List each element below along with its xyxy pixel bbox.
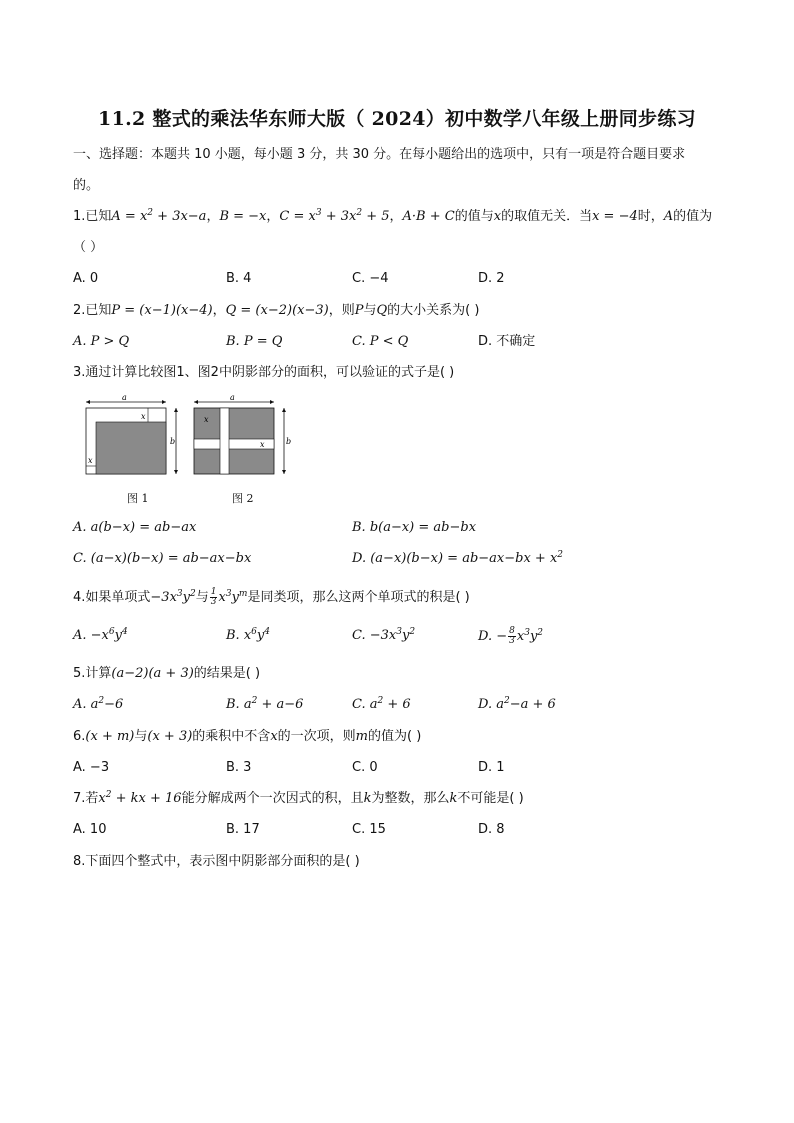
q1-stem bbox=[73, 208, 712, 226]
q1-var: x bbox=[493, 209, 502, 224]
fig1-label-a: a bbox=[122, 393, 127, 402]
q1-text: ， bbox=[389, 209, 403, 224]
q1-text: ， bbox=[266, 209, 280, 224]
q1-option-c[interactable]: C. −4 bbox=[352, 271, 389, 286]
q4-fraction bbox=[210, 588, 218, 607]
fig1-arrow bbox=[162, 400, 166, 404]
q7-text: 不可能是( ) bbox=[457, 791, 524, 806]
q2-option-b[interactable]: B. P = Q bbox=[226, 334, 283, 349]
page-title: 11.2 整式的乘法华东师大版（ 2024）初中数学八年级上册同步练习 bbox=[98, 108, 696, 130]
fig1-shaded-rect bbox=[96, 422, 166, 474]
q1-stem-line2: （ ） bbox=[73, 240, 104, 255]
q6-option-d[interactable]: D. 1 bbox=[478, 760, 505, 775]
q1-option-b[interactable]: B. 4 bbox=[226, 271, 252, 286]
q4-expr-2: $x^3y^m$ bbox=[218, 589, 248, 605]
q7-text: 7.若 bbox=[73, 791, 99, 806]
fig2-arrow bbox=[282, 408, 286, 412]
q1-expr-a: $A = x^2 + 3x-a$ bbox=[111, 208, 207, 224]
q4-expr-1: $-3x^3y^2$ bbox=[150, 589, 196, 605]
q1-text: 的取值无关．当 bbox=[501, 209, 593, 224]
q2-var: Q bbox=[376, 303, 388, 318]
q2-text: 的大小关系为( ) bbox=[387, 303, 480, 318]
q1-expr-x: x = −4 bbox=[592, 209, 638, 224]
q2-text: 与 bbox=[363, 303, 377, 318]
q7-var: k bbox=[363, 791, 372, 806]
fraction-numerator: 8 bbox=[509, 626, 515, 636]
q7-text: 能分解成两个一次因式的积，且 bbox=[181, 791, 364, 806]
q1-expr-b: B = −x bbox=[219, 209, 267, 224]
q7-stem bbox=[73, 790, 524, 808]
q1-var: A bbox=[663, 209, 674, 224]
q6-option-a[interactable]: A. −3 bbox=[73, 760, 110, 775]
q5-expr: (a−2)(a + 3) bbox=[111, 666, 194, 681]
q6-expr-2: (x + 3) bbox=[147, 729, 193, 744]
q6-option-b[interactable]: B. 3 bbox=[226, 760, 252, 775]
q2-option-c[interactable]: C. P < Q bbox=[352, 334, 409, 349]
q2-expr-q: Q = (x−2)(x−3) bbox=[225, 303, 329, 318]
q6-text: 的值为( ) bbox=[368, 729, 422, 744]
fig1-arrow bbox=[174, 408, 178, 412]
q4-option-d-fraction bbox=[508, 627, 516, 646]
q5-option-b[interactable]: B. $a^2 + a-6$ bbox=[226, 696, 304, 712]
fig2-label-x: x bbox=[260, 440, 265, 449]
q2-stem bbox=[73, 302, 479, 320]
q5-stem bbox=[73, 665, 260, 683]
q4-option-b[interactable]: B. $x^6y^4$ bbox=[226, 627, 270, 643]
q1-text: 的值为 bbox=[673, 209, 713, 224]
fraction-numerator: 1 bbox=[210, 587, 217, 597]
q6-stem bbox=[73, 728, 421, 746]
q8-stem: 8.下面四个整式中，表示图中阴影部分面积的是( ) bbox=[73, 854, 360, 869]
q1-expr-abc: A·B + C bbox=[402, 209, 455, 224]
fig1-arrow bbox=[174, 470, 178, 474]
q6-text: 的乘积中不含 bbox=[192, 729, 271, 744]
q4-option-d-sign: D. − bbox=[478, 629, 508, 644]
q6-expr-1: (x + m) bbox=[85, 729, 135, 744]
q3-stem: 3.通过计算比较图1、图2中阴影部分的面积，可以验证的式子是( ) bbox=[73, 365, 455, 380]
q6-var: m bbox=[355, 729, 368, 744]
q5-text: 5.计算 bbox=[73, 666, 112, 681]
q4-text: 与 bbox=[195, 590, 209, 605]
q1-text: 1.已知 bbox=[73, 209, 112, 224]
q5-option-c[interactable]: C. $a^2 + 6$ bbox=[352, 696, 411, 712]
q2-option-d[interactable]: D. 不确定 bbox=[478, 334, 536, 349]
fraction-denominator: 3 bbox=[210, 597, 217, 607]
fig2-arrow bbox=[270, 400, 274, 404]
section-heading-line2: 的。 bbox=[73, 178, 100, 193]
q2-var: P bbox=[354, 303, 364, 318]
q1-option-a[interactable]: A. 0 bbox=[73, 271, 99, 286]
fig2-arrow bbox=[282, 470, 286, 474]
q3-option-d[interactable]: D. $(a-x)(b-x) = ab-ax-bx + x^2$ bbox=[352, 550, 564, 566]
figure-2 bbox=[190, 392, 300, 484]
fig1-caption: 图 1 bbox=[127, 492, 149, 505]
q6-text: 与 bbox=[134, 729, 148, 744]
q2-option-a[interactable]: A. P > Q bbox=[73, 334, 130, 349]
q7-option-d[interactable]: D. 8 bbox=[478, 822, 505, 837]
q4-option-a[interactable]: A. $-x^6y^4$ bbox=[73, 627, 128, 643]
fig2-arrow bbox=[194, 400, 198, 404]
q1-option-d[interactable]: D. 2 bbox=[478, 271, 505, 286]
section-heading-line1: 一、选择题：本题共 10 小题，每小题 3 分，共 30 分。在每小题给出的选项中，只有一项是符合题目要求 bbox=[73, 147, 686, 162]
q4-option-d[interactable]: D. − $\frac{8}{3}$ $x^3y^2$ bbox=[478, 626, 544, 646]
q5-text: 的结果是( ) bbox=[193, 666, 261, 681]
q7-option-b[interactable]: B. 17 bbox=[226, 822, 260, 837]
q4-text: 4.如果单项式 bbox=[73, 590, 151, 605]
figure-1 bbox=[80, 392, 190, 484]
q2-text: ，则 bbox=[328, 303, 355, 318]
q1-text: 的值与 bbox=[454, 209, 494, 224]
q3-option-c[interactable]: C. (a−x)(b−x) = ab−ax−bx bbox=[73, 551, 252, 566]
q3-option-b[interactable]: B. b(a−x) = ab−bx bbox=[352, 520, 477, 535]
fraction-denominator: 3 bbox=[509, 636, 515, 646]
fig2-white-strip-v bbox=[220, 408, 229, 474]
q2-text: 2.已知 bbox=[73, 303, 112, 318]
q4-stem bbox=[73, 588, 470, 607]
q5-option-d[interactable]: D. $a^2-a + 6$ bbox=[478, 696, 556, 712]
fig1-arrow bbox=[86, 400, 90, 404]
q3-option-a[interactable]: A. a(b−x) = ab−ax bbox=[73, 520, 197, 535]
q7-var: k bbox=[449, 791, 458, 806]
fig2-label-x: x bbox=[204, 415, 209, 424]
q7-option-c[interactable]: C. 15 bbox=[352, 822, 386, 837]
q1-text: 时， bbox=[637, 209, 664, 224]
q7-option-a[interactable]: A. 10 bbox=[73, 822, 107, 837]
fig2-label-b: b bbox=[286, 437, 292, 446]
q2-expr-p: P = (x−1)(x−4) bbox=[111, 303, 213, 318]
q5-option-a[interactable]: A. $a^2-6$ bbox=[73, 696, 124, 712]
q6-text: 6. bbox=[73, 729, 86, 744]
q7-text: 为整数，那么 bbox=[371, 791, 450, 806]
q1-expr-c: $C = x^3 + 3x^2 + 5$ bbox=[279, 208, 390, 224]
q4-text: 是同类项，那么这两个单项式的积是( ) bbox=[247, 590, 470, 605]
q1-text: ， bbox=[206, 209, 220, 224]
fig2-label-a: a bbox=[230, 393, 235, 402]
fig1-label-x: x bbox=[88, 456, 93, 465]
fig2-caption: 图 2 bbox=[232, 492, 254, 505]
fig1-label-x: x bbox=[141, 412, 146, 421]
q4-option-c[interactable]: C. $-3x^3y^2$ bbox=[352, 627, 416, 643]
fig1-label-b: b bbox=[170, 437, 176, 446]
q6-option-c[interactable]: C. 0 bbox=[352, 760, 378, 775]
q6-var: x bbox=[270, 729, 278, 744]
q6-text: 的一次项，则 bbox=[277, 729, 356, 744]
q7-expr: $x^2$ + kx + 16 bbox=[98, 790, 182, 806]
q2-text: ， bbox=[212, 303, 226, 318]
